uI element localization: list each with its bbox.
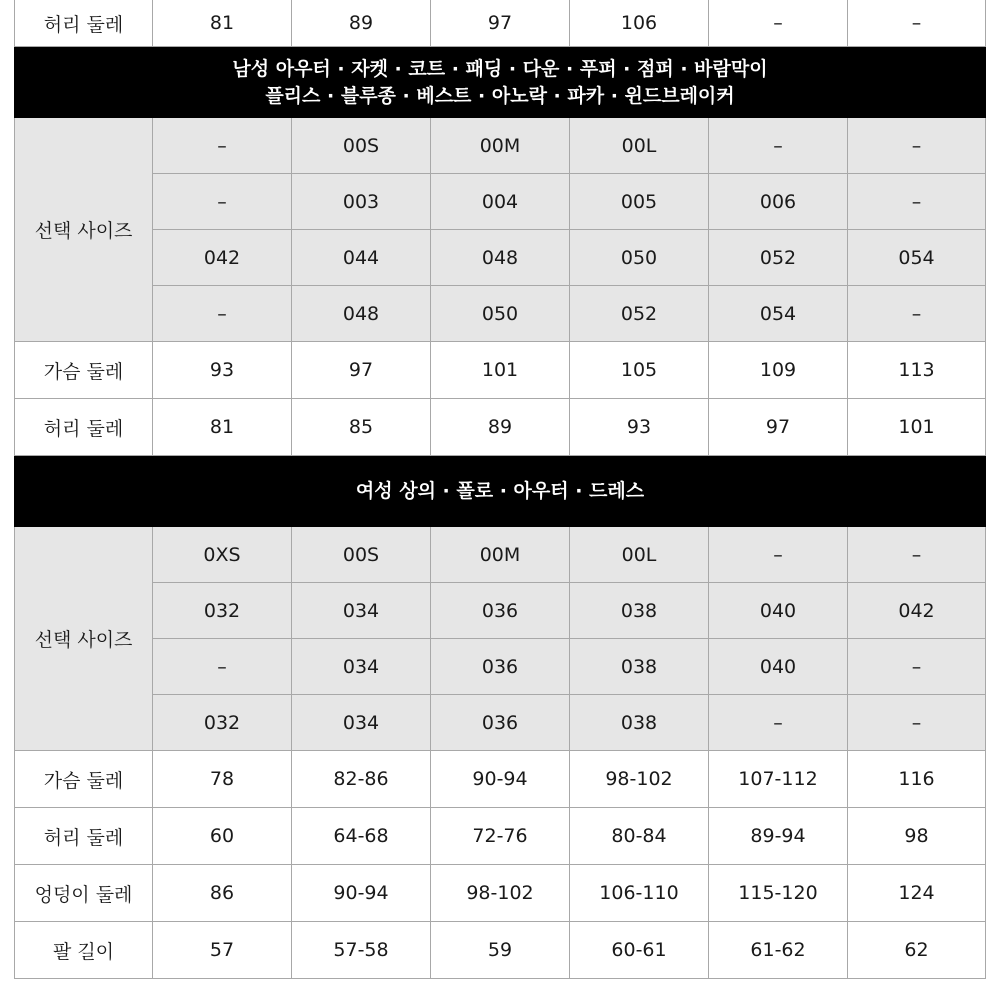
table-cell: 115-120 bbox=[709, 865, 848, 922]
table-row bbox=[153, 286, 986, 342]
table-cell: 98-102 bbox=[431, 865, 570, 922]
table-cell: 050 bbox=[431, 286, 570, 342]
table-cell: – bbox=[153, 118, 292, 174]
table-cell: 032 bbox=[153, 583, 292, 639]
table-cell: 60-61 bbox=[570, 922, 709, 979]
table-cell: 93 bbox=[153, 342, 292, 399]
size-chart-table bbox=[14, 0, 986, 979]
table-cell: 80-84 bbox=[570, 808, 709, 865]
table-row bbox=[153, 118, 986, 174]
table-cell: 89 bbox=[431, 399, 570, 456]
table-cell: 106-110 bbox=[570, 865, 709, 922]
table-cell: 004 bbox=[431, 174, 570, 230]
table-cell: 64-68 bbox=[292, 808, 431, 865]
table-cell: 57 bbox=[153, 922, 292, 979]
section-header-line: 플리스 · 블루종 · 베스트 · 아노락 · 파카 · 윈드브레이커 bbox=[265, 84, 735, 107]
table-cell: – bbox=[848, 0, 986, 47]
table-cell: 00L bbox=[570, 118, 709, 174]
table-cell: 78 bbox=[153, 751, 292, 808]
table-row bbox=[14, 922, 986, 979]
table-cell: 00S bbox=[292, 118, 431, 174]
table-cell: 034 bbox=[292, 639, 431, 695]
table-row bbox=[153, 527, 986, 583]
table-cell: 105 bbox=[570, 342, 709, 399]
table-cell: 90-94 bbox=[292, 865, 431, 922]
select-size-label: 선택 사이즈 bbox=[14, 527, 153, 751]
table-row bbox=[14, 808, 986, 865]
table-cell: – bbox=[153, 639, 292, 695]
table-cell: 038 bbox=[570, 639, 709, 695]
table-cell: 85 bbox=[292, 399, 431, 456]
table-cell: 97 bbox=[709, 399, 848, 456]
table-cell: 97 bbox=[292, 342, 431, 399]
table-row bbox=[14, 0, 986, 47]
table-cell: – bbox=[848, 639, 986, 695]
table-cell: 116 bbox=[848, 751, 986, 808]
table-cell: 034 bbox=[292, 583, 431, 639]
table-cell: 60 bbox=[153, 808, 292, 865]
table-cell: 62 bbox=[848, 922, 986, 979]
table-cell: 72-76 bbox=[431, 808, 570, 865]
table-cell: 032 bbox=[153, 695, 292, 751]
table-cell: 036 bbox=[431, 583, 570, 639]
table-cell: – bbox=[153, 174, 292, 230]
table-cell: 106 bbox=[570, 0, 709, 47]
table-cell: 89 bbox=[292, 0, 431, 47]
table-cell: 113 bbox=[848, 342, 986, 399]
table-cell: 048 bbox=[431, 230, 570, 286]
table-cell: 034 bbox=[292, 695, 431, 751]
section-header-women bbox=[14, 456, 986, 527]
row-label: 팔 길이 bbox=[14, 922, 153, 979]
row-label: 허리 둘레 bbox=[14, 808, 153, 865]
table-cell: 040 bbox=[709, 639, 848, 695]
table-cell: 59 bbox=[431, 922, 570, 979]
table-cell: 98 bbox=[848, 808, 986, 865]
row-label: 엉덩이 둘레 bbox=[14, 865, 153, 922]
table-row bbox=[14, 399, 986, 456]
table-cell: 93 bbox=[570, 399, 709, 456]
table-cell: 040 bbox=[709, 583, 848, 639]
table-cell: 101 bbox=[848, 399, 986, 456]
table-row bbox=[153, 583, 986, 639]
table-cell: 81 bbox=[153, 0, 292, 47]
table-cell: 81 bbox=[153, 399, 292, 456]
table-cell: 052 bbox=[709, 230, 848, 286]
table-cell: 98-102 bbox=[570, 751, 709, 808]
table-row bbox=[153, 639, 986, 695]
table-cell: 054 bbox=[709, 286, 848, 342]
table-cell: 86 bbox=[153, 865, 292, 922]
table-cell: – bbox=[848, 286, 986, 342]
table-cell: 050 bbox=[570, 230, 709, 286]
table-cell: 044 bbox=[292, 230, 431, 286]
table-cell: 82-86 bbox=[292, 751, 431, 808]
table-row bbox=[14, 865, 986, 922]
table-cell: – bbox=[153, 286, 292, 342]
table-cell: 052 bbox=[570, 286, 709, 342]
table-cell: – bbox=[709, 0, 848, 47]
table-cell: 124 bbox=[848, 865, 986, 922]
table-cell: 036 bbox=[431, 695, 570, 751]
table-cell: 00M bbox=[431, 118, 570, 174]
table-cell: 036 bbox=[431, 639, 570, 695]
table-row bbox=[153, 695, 986, 751]
table-cell: 054 bbox=[848, 230, 986, 286]
table-cell: 00S bbox=[292, 527, 431, 583]
table-cell: 107-112 bbox=[709, 751, 848, 808]
select-size-label: 선택 사이즈 bbox=[14, 118, 153, 342]
table-cell: 61-62 bbox=[709, 922, 848, 979]
table-cell: 89-94 bbox=[709, 808, 848, 865]
table-cell: – bbox=[848, 174, 986, 230]
table-cell: – bbox=[709, 527, 848, 583]
table-cell: 003 bbox=[292, 174, 431, 230]
row-label: 허리 둘레 bbox=[14, 399, 153, 456]
select-size-group-women bbox=[14, 527, 986, 751]
row-label: 가슴 둘레 bbox=[14, 342, 153, 399]
table-cell: 00L bbox=[570, 527, 709, 583]
table-cell: – bbox=[709, 695, 848, 751]
table-cell: 97 bbox=[431, 0, 570, 47]
table-cell: 00M bbox=[431, 527, 570, 583]
table-cell: – bbox=[848, 118, 986, 174]
table-cell: 048 bbox=[292, 286, 431, 342]
table-cell: – bbox=[848, 695, 986, 751]
table-cell: 101 bbox=[431, 342, 570, 399]
table-cell: – bbox=[709, 118, 848, 174]
table-cell: 006 bbox=[709, 174, 848, 230]
row-label: 가슴 둘레 bbox=[14, 751, 153, 808]
table-cell: 90-94 bbox=[431, 751, 570, 808]
table-row bbox=[14, 342, 986, 399]
table-cell: 038 bbox=[570, 695, 709, 751]
table-cell: 0XS bbox=[153, 527, 292, 583]
table-cell: – bbox=[848, 527, 986, 583]
select-size-group-men bbox=[14, 118, 986, 342]
table-row bbox=[153, 230, 986, 286]
table-cell: 042 bbox=[848, 583, 986, 639]
table-cell: 038 bbox=[570, 583, 709, 639]
table-cell: 57-58 bbox=[292, 922, 431, 979]
table-cell: 005 bbox=[570, 174, 709, 230]
row-label: 허리 둘레 bbox=[14, 0, 153, 47]
table-row bbox=[14, 751, 986, 808]
section-header-men bbox=[14, 47, 986, 118]
table-row bbox=[153, 174, 986, 230]
table-cell: 042 bbox=[153, 230, 292, 286]
table-cell: 109 bbox=[709, 342, 848, 399]
section-header-line: 남성 아우터 · 자켓 · 코트 · 패딩 · 다운 · 푸퍼 · 점퍼 · 바람막이 bbox=[232, 57, 768, 80]
section-header-line: 여성 상의 · 폴로 · 아우터 · 드레스 bbox=[355, 480, 645, 502]
